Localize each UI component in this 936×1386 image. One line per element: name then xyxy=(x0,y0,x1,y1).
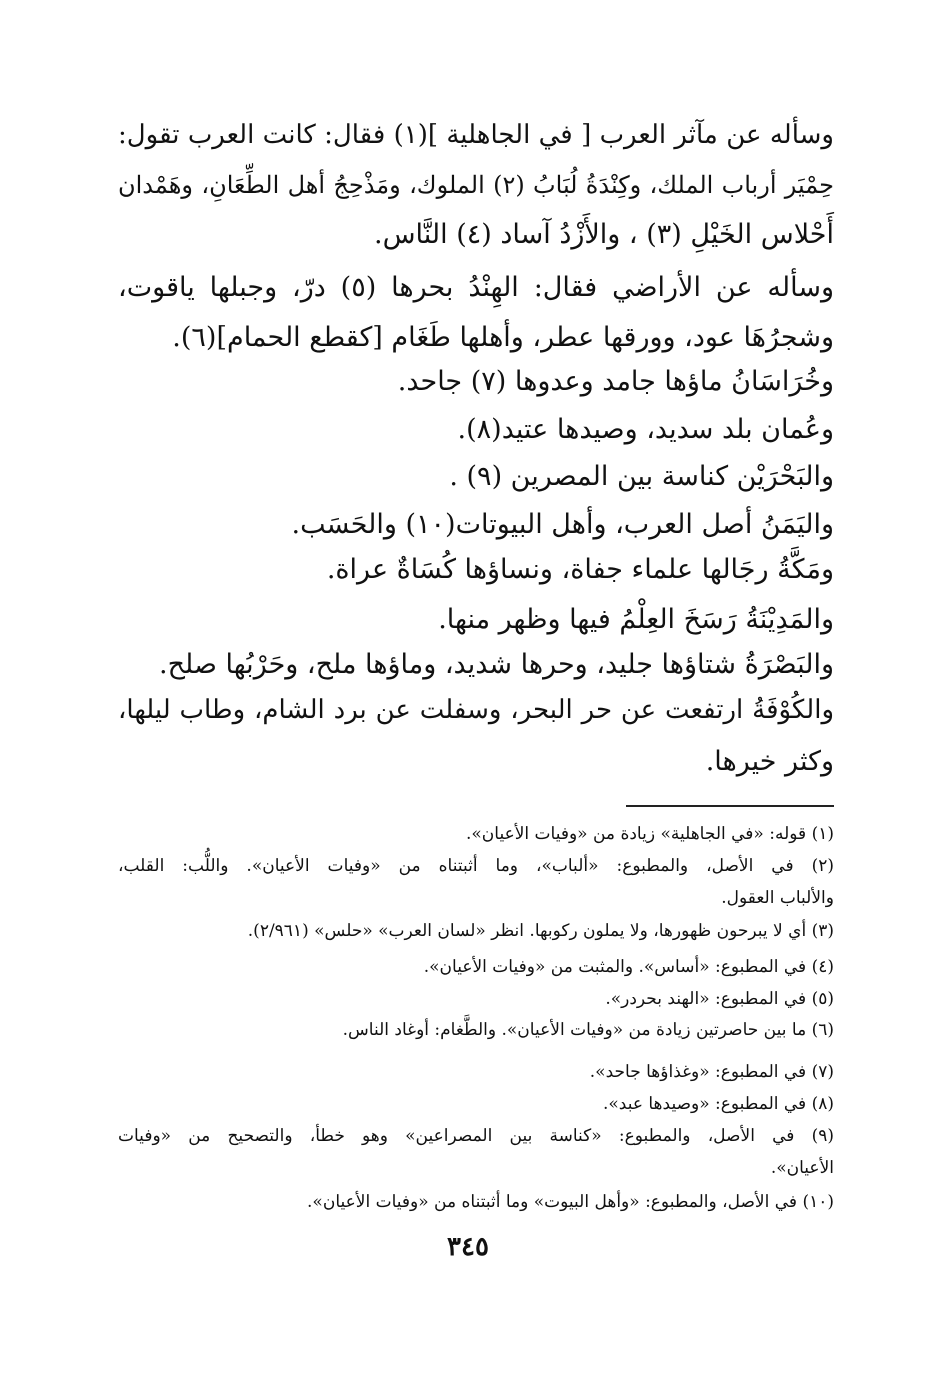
text-line: وسأله عن الأراضي فقال: الهِنْدُ بحرها (٥) درّ، وجبلها ياقوت، xyxy=(118,272,834,303)
footnote-line: (٣) أي لا يبرحون ظهورها، ولا يملون ركوبها. انظر «لسان العرب» «حلس» (٢/٩٦١). xyxy=(247,921,834,941)
footnote-line: الأعيان». xyxy=(770,1158,834,1178)
text-line: وكثر خيرها. xyxy=(705,746,834,777)
footnote-line: (٧) في المطبوع: «وغذاؤها جاحد». xyxy=(589,1062,834,1082)
page-number: ٣٤٥ xyxy=(447,1232,489,1262)
text-line: وعُمان بلد سديد، وصيدها عتيد(٨). xyxy=(457,414,834,445)
footnote-line: (١٠) في الأصل، والمطبوع: «وأهل البيوت» وما أثبتناه من «وفيات الأعيان». xyxy=(307,1192,834,1212)
text-line: والبَحْرَيْن كناسة بين المصرين (٩) . xyxy=(449,461,834,492)
footnote-line: والألباب العقول. xyxy=(721,888,834,908)
text-line: وخُرَاسَانُ ماؤها جامد وعدوها (٧) جاحد. xyxy=(397,366,834,397)
text-line: وشجرُهَا عود، وورقها عطر، وأهلها طَغَام [كقطع الحمام](٦). xyxy=(172,322,834,353)
footnote-line: (٨) في المطبوع: «وصيدها عبد». xyxy=(602,1094,834,1114)
text-line: والمَدِيْنَةُ رَسَخَ العِلْمُ فيها وظهر منها. xyxy=(438,604,834,635)
footnote-line: (٥) في المطبوع: «الهند بحردر». xyxy=(605,989,834,1009)
text-line: وسأله عن مآثر العرب [ في الجاهلية ](١) فقال: كانت العرب تقول: xyxy=(118,120,834,150)
footnote-line: (٢) في الأصل، والمطبوع: «ألباب»، وما أثبتناه من «وفيات الأعيان». واللُّب: القلب، xyxy=(118,856,834,876)
footnote-separator xyxy=(626,805,834,807)
text-line: واليَمَنُ أصل العرب، وأهل البيوتات(١٠) والحَسَب. xyxy=(291,509,834,540)
text-line: والبَصْرَةُ شتاؤها جليد، وحرها شديد، وماؤها ملح، وحَرْبُها صلح. xyxy=(159,649,834,680)
footnote-line: (٤) في المطبوع: «أساس». والمثبت من «وفيات الأعيان». xyxy=(423,957,834,977)
text-line: أَحْلاس الخَيْلِ (٣) ، والأَزْدُ آساد (٤) النَّاس. xyxy=(373,219,834,250)
footnote-line: (٩) في الأصل، والمطبوع: «كناسة بين المصراعين» وهو خطأ، والتصحيح من «وفيات xyxy=(118,1126,834,1146)
text-line: والكُوْفَةُ ارتفعت عن حر البحر، وسفلت عن برد الشام، وطاب ليلها، xyxy=(118,695,834,725)
footnote-line: (٦) ما بين حاصرتين زيادة من «وفيات الأعيان». والطَّغام: أوغاد الناس. xyxy=(342,1020,834,1040)
footnote-line: (١) قوله: «في الجاهلية» زيادة من «وفيات الأعيان». xyxy=(465,824,834,844)
text-line: ومَكَّةُ رجَالها علماء جفاة، ونساؤها كُسَاةٌ عراة. xyxy=(326,554,834,585)
text-line: حِمْيَر أرباب الملك، وكِنْدَةُ لُبَابُ (٢) الملوك، ومَذْحِجُ أهل الطِّعَانِ، وهَمْدان xyxy=(118,171,834,199)
